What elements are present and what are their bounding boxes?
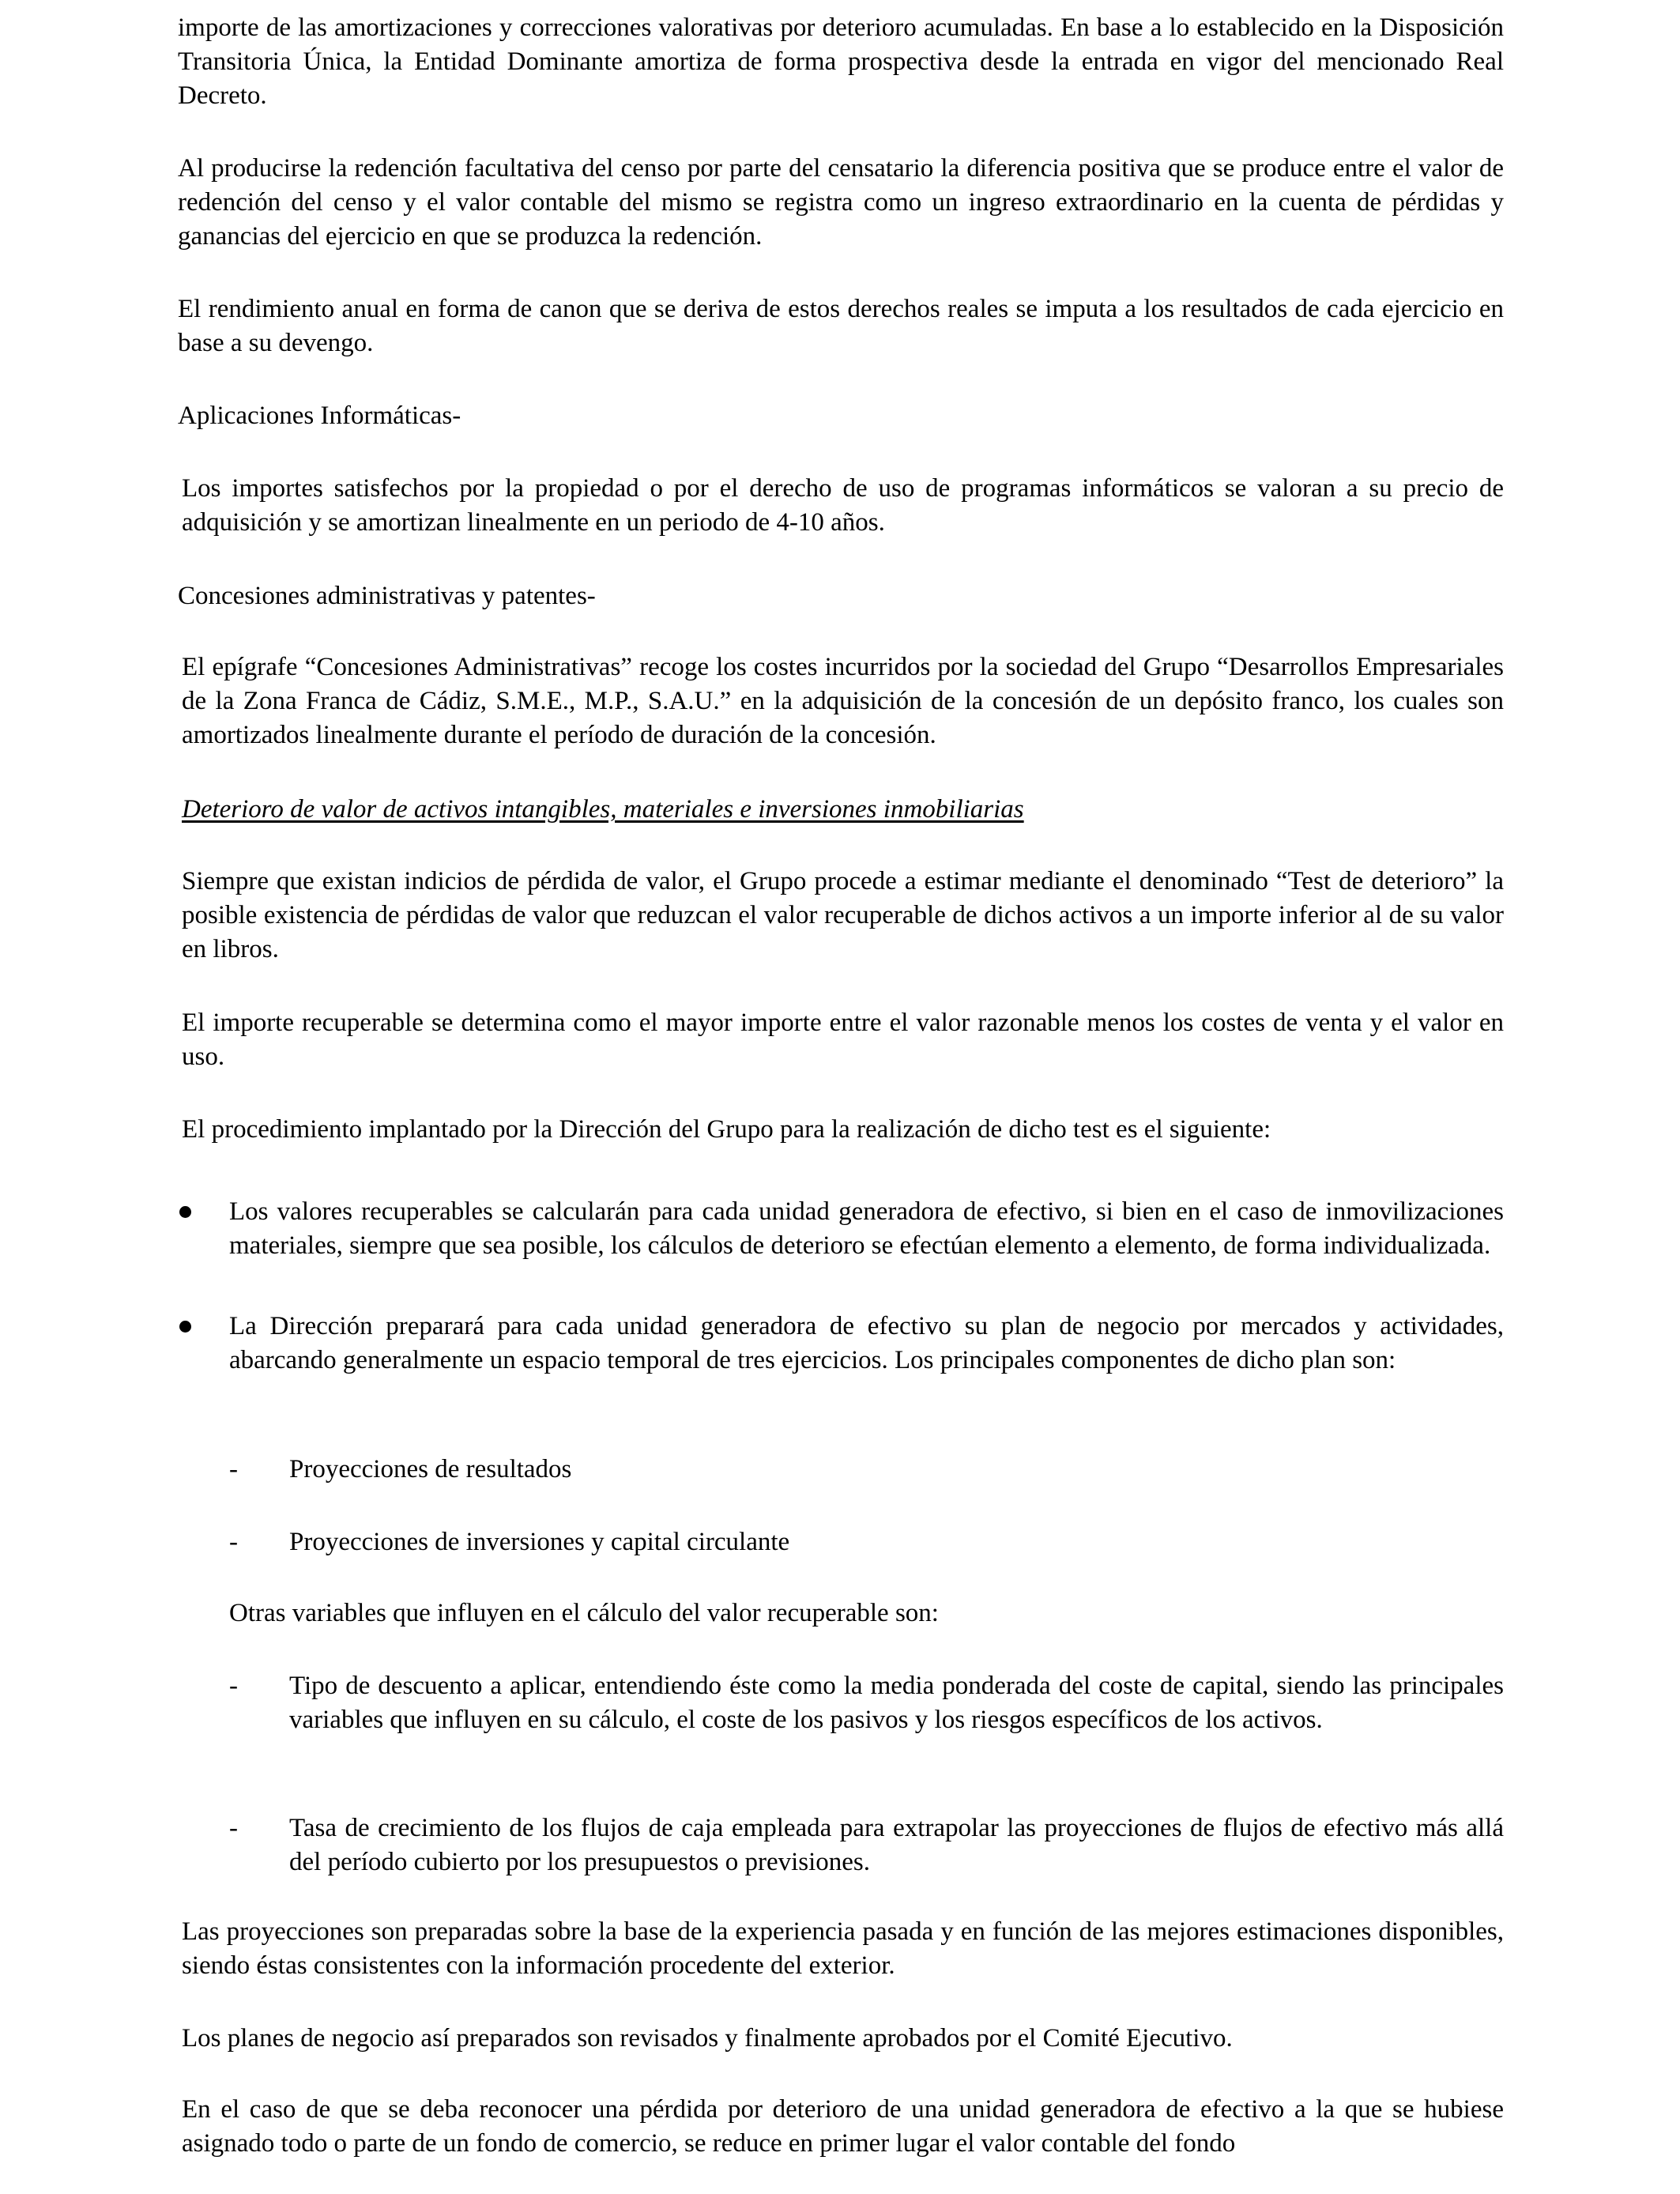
paragraph-procedimiento: El procedimiento implantado por la Dirección del Grupo para la realización de dicho test es el siguiente: (182, 1115, 1271, 1144)
paragraph-rendimiento: El rendimiento anual en forma de canon que se deriva de estos derechos reales se imputa a los resultados de cada ejercicio en base a su devengo. (178, 295, 1504, 357)
dash-item: Tipo de descuento a aplicar, entendiendo éste como la media ponderada del coste de capital, siendo las principales variables que influyen en su cálculo, el coste de los pasivos y los riesgos específicos de los activos. (289, 1672, 1504, 1734)
heading-concesiones: Concesiones administrativas y patentes- (178, 582, 596, 610)
dash-marker: - (229, 1672, 238, 1700)
bullet-item: Los valores recuperables se calcularán para cada unidad generadora de efectivo, si bien en el caso de inmovilizaciones materiales, siempre que sea posible, los cálculos de deterioro se efectúan elemento a elemento, de forma individualizada. (229, 1197, 1504, 1260)
dash-marker: - (229, 1455, 238, 1483)
dash-marker: - (229, 1528, 238, 1556)
dash-item: Proyecciones de inversiones y capital circulante (289, 1528, 790, 1556)
paragraph-concesiones: El epígrafe “Concesiones Administrativas” recoge los costes incurridos por la sociedad del Grupo “Desarrollos Empresariales de la Zona Franca de Cádiz, S.M.E., M.P., S.A.U.” en la adquisición de la concesión de un depósito franco, los cuales son amortizados linealmente durante el período de duración de la concesión. (182, 653, 1504, 749)
paragraph-planes: Los planes de negocio así preparados son revisados y finalmente aprobados por el Comité Ejecutivo. (182, 2024, 1233, 2053)
dash-item: Tasa de crecimiento de los flujos de caja empleada para extrapolar las proyecciones de flujos de efectivo más allá del período cubierto por los presupuestos o previsiones. (289, 1814, 1504, 1876)
bullet-item: La Dirección preparará para cada unidad generadora de efectivo su plan de negocio por mercados y actividades, abarcando generalmente un espacio temporal de tres ejercicios. Los principales componentes de dicho plan son: (229, 1312, 1504, 1374)
dash-marker: - (229, 1814, 238, 1842)
paragraph-intro: importe de las amortizaciones y correcciones valorativas por deterioro acumuladas. En base a lo establecido en la Disposición Transitoria Única, la Entidad Dominante amortiza de forma prospectiva desde la entrada en vigor del mencionado Real Decreto. (178, 13, 1504, 110)
paragraph-caso: En el caso de que se deba reconocer una pérdida por deterioro de una unidad generadora de efectivo a la que se hubiese asignado todo o parte de un fondo de comercio, se reduce en primer lugar el valor contable del fondo (182, 2095, 1504, 2158)
dash-item: Proyecciones de resultados (289, 1455, 572, 1483)
heading-aplicaciones: Aplicaciones Informáticas- (178, 401, 461, 430)
bullet-dot-icon (179, 1321, 191, 1333)
paragraph-proyecciones: Las proyecciones son preparadas sobre la base de la experiencia pasada y en función de las mejores estimaciones disponibles, siendo éstas consistentes con la información procedente del exterior. (182, 1917, 1504, 1980)
paragraph-siempre: Siempre que existan indicios de pérdida de valor, el Grupo procede a estimar mediante el denominado “Test de deterioro” la posible existencia de pérdidas de valor que reduzcan el valor recuperable de dichos activos a un importe inferior al de su valor en libros. (182, 867, 1504, 963)
paragraph-redencion: Al producirse la redención facultativa del censo por parte del censatario la diferencia positiva que se produce entre el valor de redención del censo y el valor contable del mismo se registra como un ingreso extraordinario en la cuenta de pérdidas y ganancias del ejercicio en que se produzca la redención. (178, 154, 1504, 251)
bullet-dot-icon (179, 1206, 191, 1218)
paragraph-aplicaciones: Los importes satisfechos por la propiedad o por el derecho de uso de programas informáticos se valoran a su precio de adquisición y se amortizan linealmente en un periodo de 4-10 años. (182, 474, 1504, 537)
paragraph-otras: Otras variables que influyen en el cálculo del valor recuperable son: (229, 1599, 939, 1627)
heading-deterioro: Deterioro de valor de activos intangibles, materiales e inversiones inmobiliarias (182, 795, 1024, 824)
paragraph-importe: El importe recuperable se determina como el mayor importe entre el valor razonable menos los costes de venta y el valor en uso. (182, 1008, 1504, 1071)
